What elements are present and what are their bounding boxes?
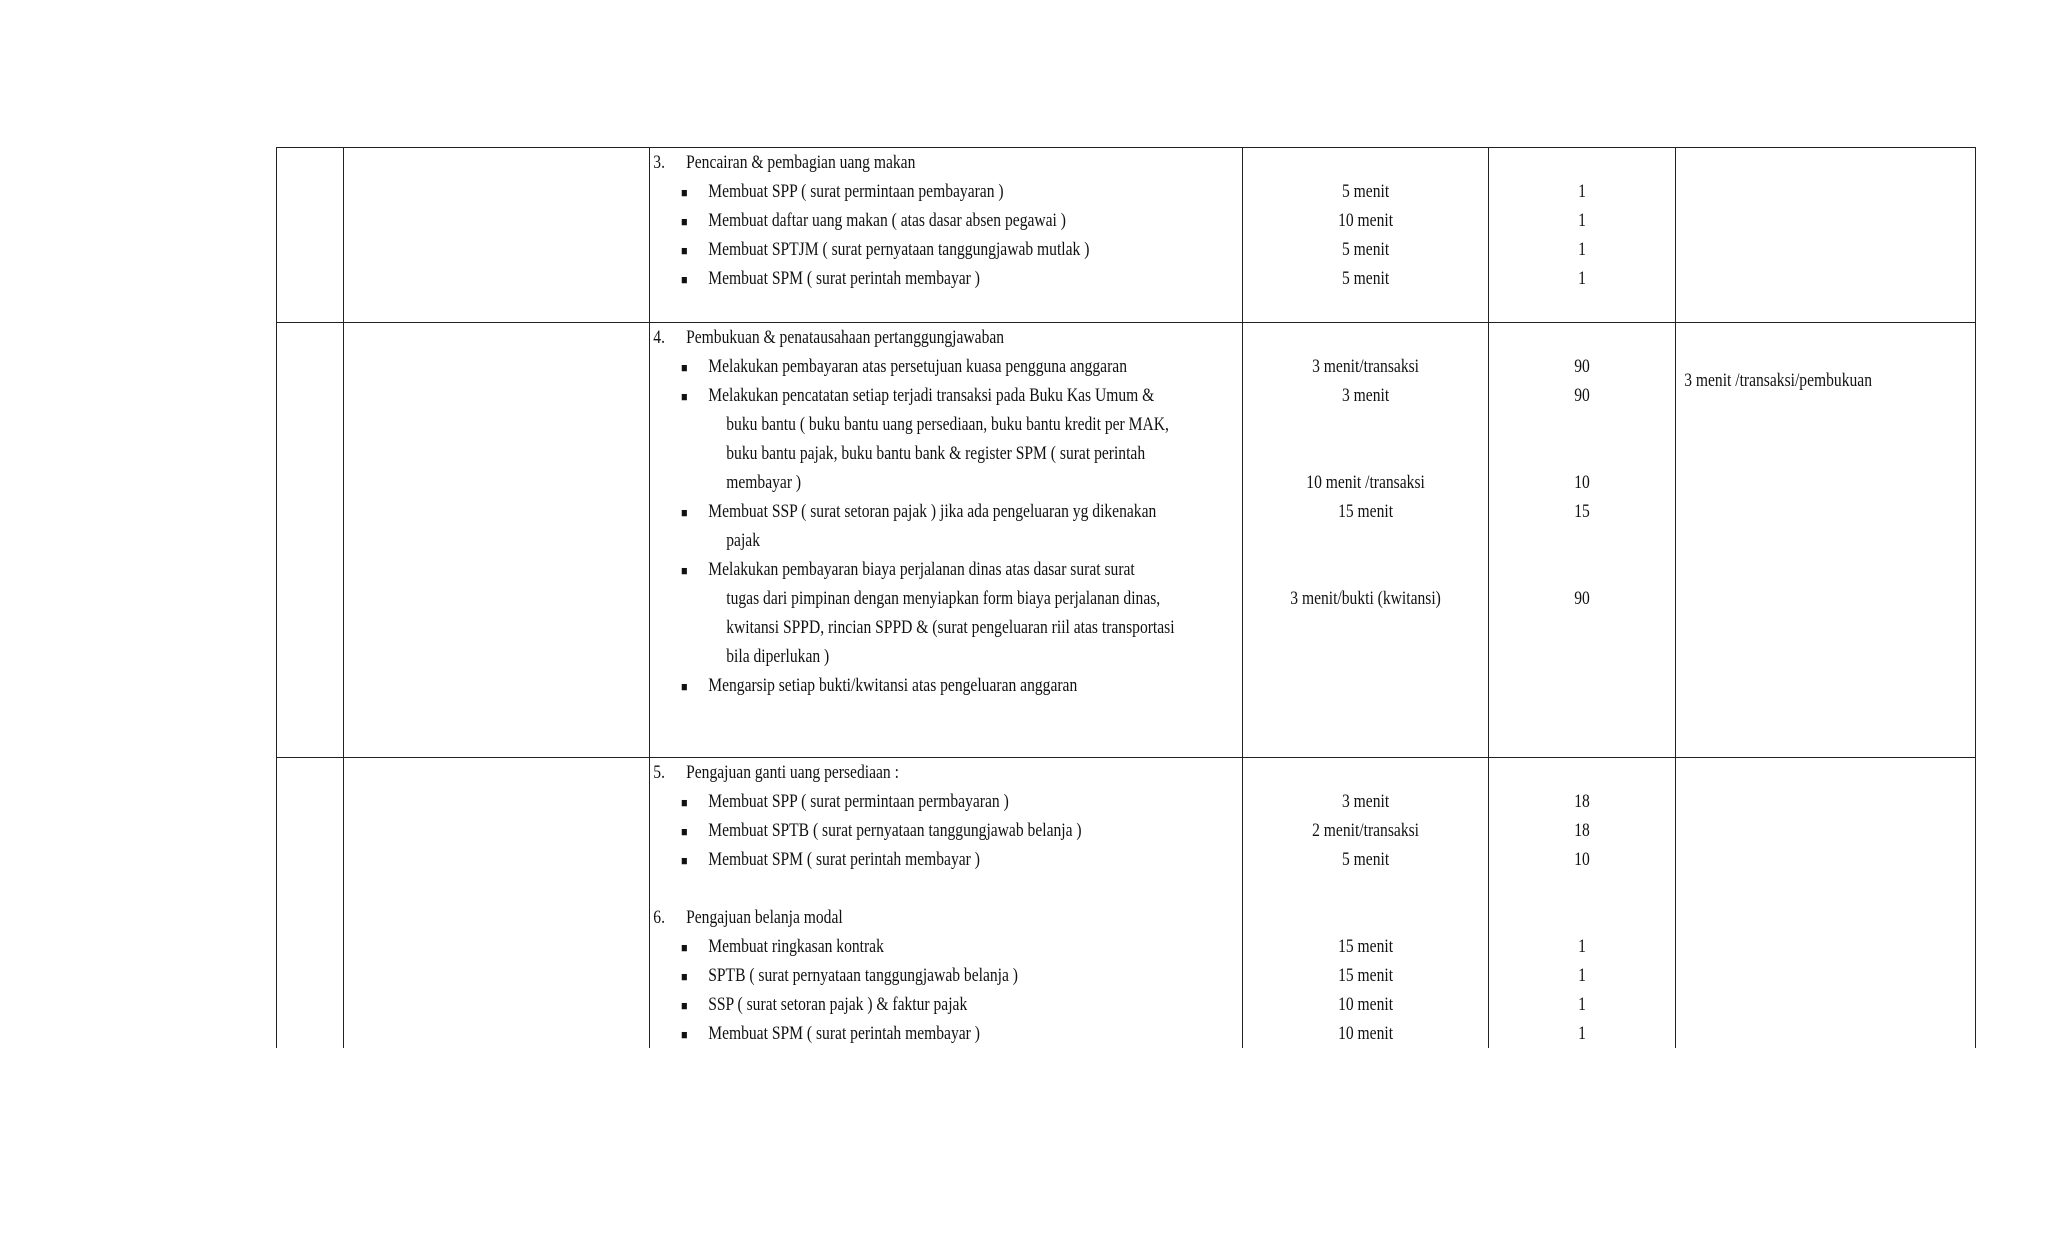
list-item: ■ SPTB ( surat pernyataan tanggungjawab belanja ) bbox=[681, 965, 1019, 986]
time-value: 3 menit bbox=[1341, 791, 1389, 812]
list-item: ■ Membuat SPM ( surat perintah membayar ) bbox=[681, 268, 981, 289]
list-item: ■ Mengarsip setiap bukti/kwitansi atas pengeluaran anggaran bbox=[681, 675, 1078, 696]
volume-value: 90 bbox=[1573, 356, 1590, 377]
list-item: ■ Membuat SPP ( surat permintaan permbayaran ) bbox=[681, 791, 1009, 812]
cell-no bbox=[277, 758, 344, 1049]
cell-volume bbox=[1488, 758, 1675, 1049]
list-item-continued: buku bantu pajak, buku bantu bank & register SPM ( surat perintah bbox=[726, 443, 1146, 464]
cell-no bbox=[277, 148, 344, 323]
list-item: ■ Membuat SPTB ( surat pernyataan tanggungjawab belanja ) bbox=[681, 820, 1082, 841]
time-value: 10 menit bbox=[1337, 1023, 1393, 1044]
time-value: 15 menit bbox=[1337, 501, 1393, 522]
volume-value: 1 bbox=[1577, 936, 1586, 957]
cell-activity bbox=[344, 323, 650, 758]
cell-no bbox=[277, 323, 344, 758]
list-item-continued: membayar ) bbox=[726, 472, 802, 493]
volume-value: 1 bbox=[1577, 181, 1586, 202]
volume-value: 10 bbox=[1573, 472, 1590, 493]
volume-value: 90 bbox=[1573, 588, 1590, 609]
list-item-continued: buku bantu ( buku bantu uang persediaan, buku bantu kredit per MAK, bbox=[726, 414, 1170, 435]
table-row bbox=[277, 323, 1976, 758]
task-heading: 6. Pengajuan belanja modal bbox=[653, 907, 843, 928]
task-heading: 5. Pengajuan ganti uang persediaan : bbox=[653, 762, 900, 783]
list-item: ■ Membuat ringkasan kontrak bbox=[681, 936, 885, 957]
list-item: ■ Melakukan pembayaran biaya perjalanan dinas atas dasar surat surat bbox=[681, 559, 1135, 580]
list-item: ■ Melakukan pembayaran atas persetujuan kuasa pengguna anggaran bbox=[681, 356, 1128, 377]
list-item: ■ Membuat SPM ( surat perintah membayar ) bbox=[681, 849, 981, 870]
list-item: ■ Melakukan pencatatan setiap terjadi transaksi pada Buku Kas Umum & bbox=[681, 385, 1155, 406]
task-heading: 3. Pencairan & pembagian uang makan bbox=[653, 152, 916, 173]
cell-activity bbox=[344, 148, 650, 323]
list-item-continued: pajak bbox=[726, 530, 761, 551]
time-value: 5 menit bbox=[1341, 849, 1389, 870]
time-value: 10 menit bbox=[1337, 210, 1393, 231]
time-value: 5 menit bbox=[1341, 181, 1389, 202]
cell-volume bbox=[1488, 323, 1675, 758]
volume-value: 1 bbox=[1577, 1023, 1586, 1044]
note-text: 3 menit /transaksi/pembukuan bbox=[1683, 370, 1872, 391]
volume-value: 1 bbox=[1577, 268, 1586, 289]
cell-time bbox=[1242, 323, 1488, 758]
time-value: 2 menit/transaksi bbox=[1311, 820, 1419, 841]
list-item-continued: bila diperlukan ) bbox=[726, 646, 830, 667]
list-item: ■ Membuat SSP ( surat setoran pajak ) jika ada pengeluaran yg dikenakan bbox=[681, 501, 1157, 522]
cell-activity bbox=[344, 758, 650, 1049]
task-heading: 4. Pembukuan & penatausahaan pertanggungjawaban bbox=[653, 327, 1005, 348]
time-value: 15 menit bbox=[1337, 936, 1393, 957]
volume-value: 1 bbox=[1577, 965, 1586, 986]
time-value: 3 menit/transaksi bbox=[1311, 356, 1419, 377]
volume-value: 1 bbox=[1577, 210, 1586, 231]
time-value: 5 menit bbox=[1341, 268, 1389, 289]
time-value: 15 menit bbox=[1337, 965, 1393, 986]
list-item: ■ Membuat SPM ( surat perintah membayar ) bbox=[681, 1023, 981, 1044]
volume-value: 90 bbox=[1573, 385, 1590, 406]
time-value: 3 menit/bukti (kwitansi) bbox=[1289, 588, 1441, 609]
volume-value: 18 bbox=[1573, 791, 1590, 812]
cell-note bbox=[1675, 323, 1975, 758]
time-value: 3 menit bbox=[1341, 385, 1389, 406]
cell-tasks bbox=[650, 758, 1242, 1049]
volume-value: 18 bbox=[1573, 820, 1590, 841]
activity-table bbox=[276, 147, 1976, 1048]
volume-value: 1 bbox=[1577, 994, 1586, 1015]
cell-tasks bbox=[650, 323, 1242, 758]
list-item: ■ Membuat SPTJM ( surat pernyataan tanggungjawab mutlak ) bbox=[681, 239, 1090, 260]
time-value: 10 menit bbox=[1337, 994, 1393, 1015]
cell-note bbox=[1675, 758, 1975, 1049]
list-item: ■ Membuat daftar uang makan ( atas dasar absen pegawai ) bbox=[681, 210, 1067, 231]
volume-value: 10 bbox=[1573, 849, 1590, 870]
cell-tasks bbox=[650, 148, 1242, 323]
cell-note bbox=[1675, 148, 1975, 323]
list-item-continued: kwitansi SPPD, rincian SPPD & (surat pengeluaran riil atas transportasi bbox=[726, 617, 1175, 638]
table-row bbox=[277, 148, 1976, 323]
table-row bbox=[277, 758, 1976, 1049]
time-value: 10 menit /transaksi bbox=[1305, 472, 1425, 493]
list-item: ■ Membuat SPP ( surat permintaan pembayaran ) bbox=[681, 181, 1004, 202]
cell-time bbox=[1242, 758, 1488, 1049]
volume-value: 1 bbox=[1577, 239, 1586, 260]
list-item-continued: tugas dari pimpinan dengan menyiapkan form biaya perjalanan dinas, bbox=[726, 588, 1161, 609]
cell-volume bbox=[1488, 148, 1675, 323]
volume-value: 15 bbox=[1573, 501, 1590, 522]
list-item: ■ SSP ( surat setoran pajak ) & faktur pajak bbox=[681, 994, 968, 1015]
time-value: 5 menit bbox=[1341, 239, 1389, 260]
cell-time bbox=[1242, 148, 1488, 323]
